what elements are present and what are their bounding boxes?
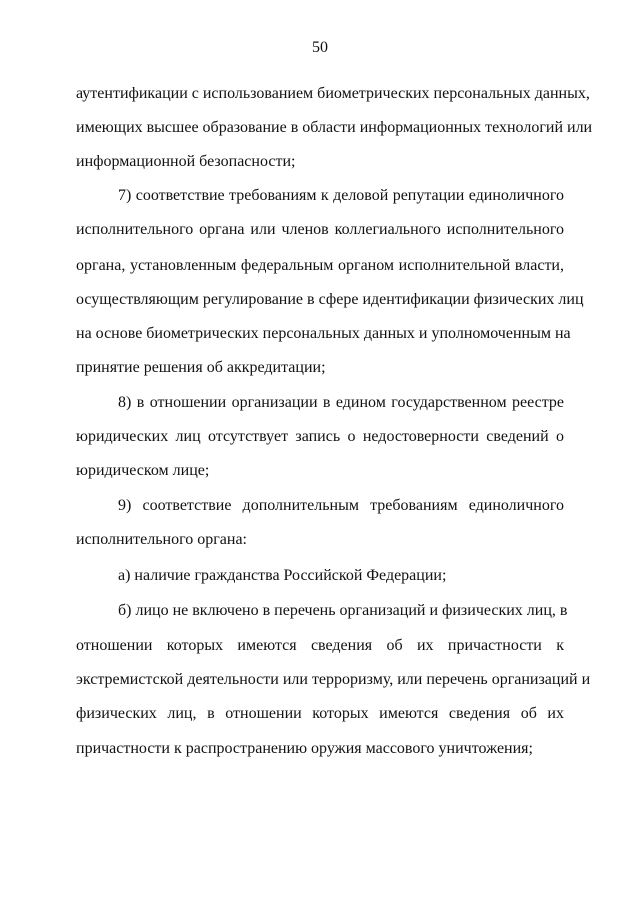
text-line: а) наличие гражданства Российской Федерации; (118, 567, 447, 584)
text-line: имеющих высшее образование в области информационных технологий или (76, 119, 593, 136)
text-line: органа, установленным федеральным органом исполнительной власти, (76, 257, 564, 274)
text-line: юридическом лице; (76, 462, 210, 479)
text-line: исполнительного органа или членов коллегиального исполнительного (76, 221, 564, 238)
text-line: информационной безопасности; (76, 153, 296, 170)
text-line: б) лицо не включено в перечень организаций и физических лиц, в (118, 602, 568, 619)
text-line: исполнительного органа: (76, 531, 247, 548)
text-line: 9) соответствие дополнительным требованиям единоличного (118, 497, 564, 514)
text-line: 8) в отношении организации в едином государственном реестре (118, 394, 564, 411)
text-line: причастности к распространению оружия массового уничтожения; (76, 740, 533, 757)
text-line: принятие решения об аккредитации; (76, 359, 326, 376)
text-line: 7) соответствие требованиям к деловой репутации единоличного (118, 187, 564, 204)
text-line: аутентификации с использованием биометрических персональных данных, (76, 85, 590, 102)
text-line: осуществляющим регулирование в сфере идентификации физических лиц (76, 291, 584, 308)
text-line: на основе биометрических персональных данных и уполномоченным на (76, 325, 571, 342)
text-line: физических лиц, в отношении которых имеются сведения об их (76, 705, 564, 722)
page-number: 50 (312, 39, 328, 56)
text-line: юридических лиц отсутствует запись о недостоверности сведений о (76, 428, 564, 445)
text-line: отношении которых имеются сведения об их причастности к (76, 637, 564, 654)
text-line: экстремистской деятельности или терроризму, или перечень организаций и (76, 671, 591, 688)
